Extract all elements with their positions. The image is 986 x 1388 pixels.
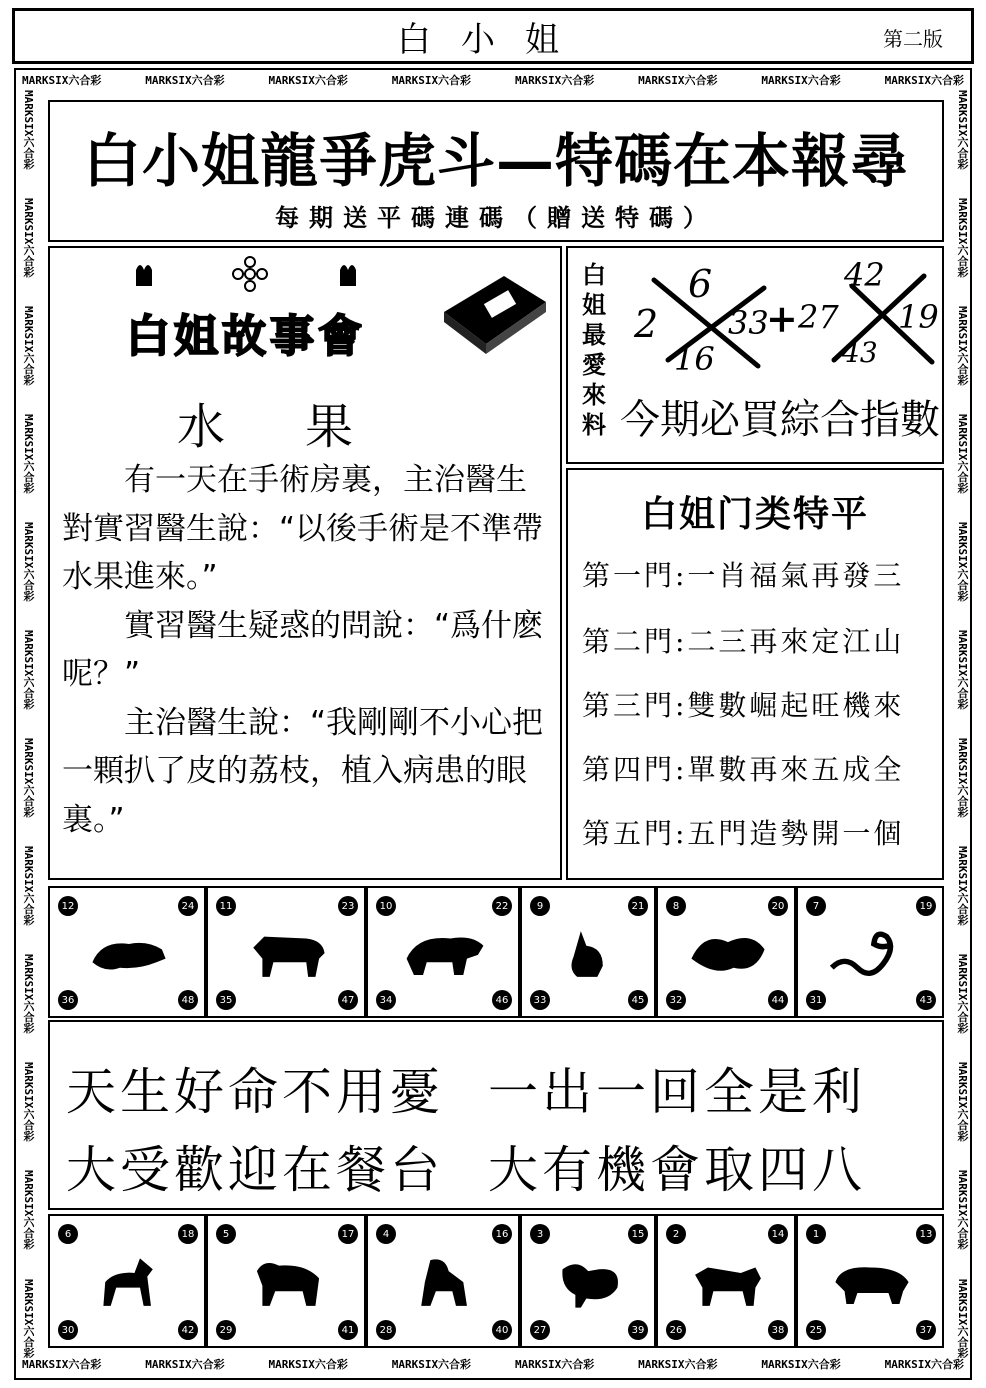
edition-label: 第二版	[883, 27, 943, 51]
zodiac-number: 32	[666, 990, 686, 1010]
tiger-icon	[397, 922, 493, 986]
zodiac-number: 48	[178, 990, 198, 1010]
top-strip: MARKSIX六合彩 MARKSIX六合彩 MARKSIX六合彩 MARKSIX六合彩 MARKSIX六合彩 MARKSIX六合彩 MARKSIX六合彩 MARKSIX六合彩	[22, 74, 964, 87]
poem-phrase: 一出一回全是利	[488, 1063, 866, 1121]
story-body	[62, 456, 556, 844]
monkey-icon	[397, 1251, 493, 1315]
zodiac-number: 6	[58, 1224, 78, 1244]
zodiac-cell	[796, 886, 944, 1018]
ox-icon	[240, 922, 336, 986]
zodiac-number: 10	[376, 896, 396, 916]
page-title: 白小姐	[397, 19, 589, 60]
zodiac-number: 26	[666, 1320, 686, 1340]
zodiac-number: 19	[916, 896, 936, 916]
zodiac-number: 7	[806, 896, 826, 916]
hot-number: 6	[688, 262, 713, 306]
rat-icon	[81, 922, 177, 986]
hot-side-label: 白姐最愛來料	[582, 261, 606, 439]
banner	[48, 100, 944, 242]
zodiac-number: 35	[216, 990, 236, 1010]
zodiac-cell	[656, 886, 796, 1018]
story-box	[48, 246, 562, 880]
zodiac-number: 18	[178, 1224, 198, 1244]
snake-icon	[824, 922, 920, 986]
zodiac-number: 36	[58, 990, 78, 1010]
zodiac-cell	[656, 1214, 796, 1348]
zodiac-number: 21	[628, 896, 648, 916]
zodiac-number: 33	[530, 990, 550, 1010]
book-icon	[434, 272, 550, 356]
zodiac-number: 31	[806, 990, 826, 1010]
story-paragraph: 主治醫生說：“我剛剛不小心把一顆扒了皮的荔枝，植入病患的眼裏。”	[62, 704, 544, 838]
zodiac-cell	[48, 1214, 206, 1348]
zodiac-number: 24	[178, 896, 198, 916]
hot-number: 42	[844, 256, 885, 294]
zodiac-number: 22	[492, 896, 512, 916]
door-row: 第一門:一肖福氣再發三	[582, 559, 905, 592]
door-row: 第四門:單數再來五成全	[582, 753, 905, 786]
zodiac-cell	[48, 886, 206, 1018]
zodiac-number: 41	[338, 1320, 358, 1340]
zodiac-cell	[206, 1214, 366, 1348]
zodiac-number: 34	[376, 990, 396, 1010]
zodiac-number: 15	[628, 1224, 648, 1244]
zodiac-number: 47	[338, 990, 358, 1010]
hot-caption: 今期必買綜合指數	[620, 397, 940, 443]
zodiac-number: 44	[768, 990, 788, 1010]
zodiac-number: 46	[492, 990, 512, 1010]
zodiac-cell	[796, 1214, 944, 1348]
zodiac-number: 37	[916, 1320, 936, 1340]
goat-icon	[240, 1251, 336, 1315]
zodiac-number: 25	[806, 1320, 826, 1340]
poem-phrase: 大受歡迎在餐台	[66, 1141, 444, 1199]
door-row: 第二門:二三再來定江山	[582, 625, 905, 658]
zodiac-number: 13	[916, 1224, 936, 1244]
zodiac-number: 14	[768, 1224, 788, 1244]
zodiac-number: 39	[628, 1320, 648, 1340]
right-strip: MARKSIX六合彩 MARKSIX六合彩 MARKSIX六合彩 MARKSIX六合彩 MARKSIX六合彩 MARKSIX六合彩 MARKSIX六合彩 MARKSIX六合彩 MARKSIX六合彩 MARKSIX六合彩 MARKSIX六合彩 MARKSIX六合彩	[956, 90, 969, 1358]
zodiac-number: 12	[58, 896, 78, 916]
zodiac-number: 23	[338, 896, 358, 916]
zodiac-cell	[520, 886, 656, 1018]
left-strip: MARKSIX六合彩 MARKSIX六合彩 MARKSIX六合彩 MARKSIX六合彩 MARKSIX六合彩 MARKSIX六合彩 MARKSIX六合彩 MARKSIX六合彩 MARKSIX六合彩 MARKSIX六合彩 MARKSIX六合彩 MARKSIX六合彩	[22, 90, 35, 1358]
page-header	[12, 8, 974, 64]
zodiac-number: 42	[178, 1320, 198, 1340]
zodiac-number: 38	[768, 1320, 788, 1340]
hot-number: 19	[898, 298, 939, 336]
zodiac-number: 1	[806, 1224, 826, 1244]
dog-icon	[680, 1251, 776, 1315]
zodiac-cell	[520, 1214, 656, 1348]
zodiac-cell	[366, 886, 520, 1018]
zodiac-number: 3	[530, 1224, 550, 1244]
hot-number: 43	[842, 336, 878, 369]
zodiac-number: 17	[338, 1224, 358, 1244]
hot-number: 16	[674, 340, 715, 378]
banner-title: 白小姐龍爭虎斗—特碼在本報尋	[82, 127, 909, 195]
hot-numbers-box	[566, 246, 944, 464]
poem-phrase: 天生好命不用憂	[66, 1063, 444, 1121]
rabbit-icon	[542, 922, 638, 986]
zodiac-number: 27	[530, 1320, 550, 1340]
hot-plus: +	[766, 296, 798, 341]
zodiac-number: 43	[916, 990, 936, 1010]
zodiac-number: 45	[628, 990, 648, 1010]
story-paragraph: 有一天在手術房裏，主治醫生對實習醫生說：“以後手術是不準帶水果進來。”	[62, 462, 544, 595]
dragon-icon	[680, 922, 776, 986]
door-title: 白姐门类特平	[640, 494, 869, 535]
zodiac-cell	[206, 886, 366, 1018]
story-heading: 白姐故事會	[126, 311, 366, 362]
poem-box	[48, 1020, 944, 1210]
hot-number: 2	[634, 302, 659, 346]
story-title: 水果	[176, 399, 433, 455]
hot-number: 33	[728, 304, 769, 342]
door-row: 第三門:雙數崛起旺機來	[582, 689, 905, 722]
zodiac-number: 29	[216, 1320, 236, 1340]
zodiac-number: 2	[666, 1224, 686, 1244]
flower-icon	[220, 252, 280, 296]
poem-phrase: 大有機會取四八	[488, 1141, 866, 1199]
zodiac-number: 5	[216, 1224, 236, 1244]
zodiac-number: 4	[376, 1224, 396, 1244]
zodiac-number: 9	[530, 896, 550, 916]
banner-subtitle: 每期送平碼連碼（贈送特碼）	[275, 204, 717, 232]
hot-number: 27	[798, 298, 839, 336]
bottom-strip: MARKSIX六合彩 MARKSIX六合彩 MARKSIX六合彩 MARKSIX六合彩 MARKSIX六合彩 MARKSIX六合彩 MARKSIX六合彩 MARKSIX六合彩	[22, 1358, 964, 1371]
zodiac-number: 30	[58, 1320, 78, 1340]
zodiac-number: 40	[492, 1320, 512, 1340]
zodiac-number: 20	[768, 896, 788, 916]
rooster-icon	[542, 1251, 638, 1315]
horse-icon	[81, 1251, 177, 1315]
pig-icon	[824, 1251, 920, 1315]
poem-line	[66, 1130, 936, 1202]
zodiac-number: 11	[216, 896, 236, 916]
zodiac-cell	[366, 1214, 520, 1348]
poem-line	[66, 1052, 936, 1124]
door-row: 第五門:五門造勢開一個	[582, 817, 905, 850]
door-box	[566, 468, 944, 880]
zodiac-number: 16	[492, 1224, 512, 1244]
zodiac-number: 8	[666, 896, 686, 916]
zodiac-number: 28	[376, 1320, 396, 1340]
story-paragraph: 實習醫生疑惑的問說：“爲什麽呢？”	[62, 607, 544, 692]
